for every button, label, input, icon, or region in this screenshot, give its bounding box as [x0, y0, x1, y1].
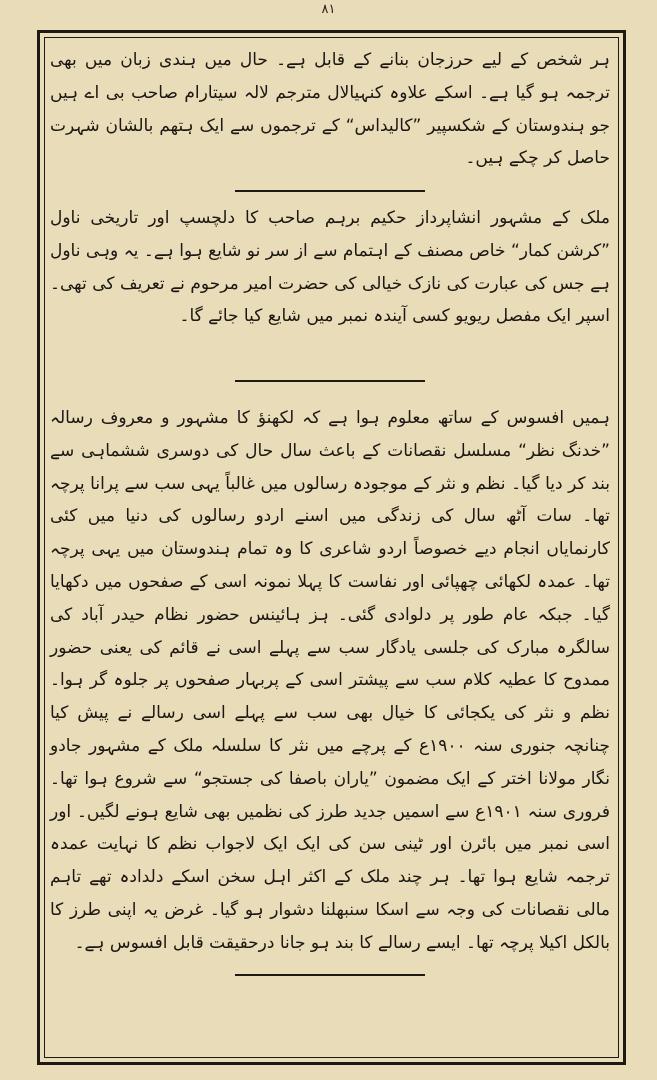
section-magazine-closure-note	[50, 402, 610, 960]
section-divider	[235, 190, 425, 192]
page-number: ٨١	[321, 2, 336, 17]
page-content	[50, 44, 610, 976]
paragraph: ہر شخص کے لیے حرزجان بنانے کے قابل ہے۔ حال میں ہندی زبان میں بھی ترجمہ ہو گیا ہے۔ اسکے علاوہ کنہیالال مترجم لالہ سیتارام صاحب بی اے ہیں جو ہندوستان کے شکسپیر ”کالیداس“ کے ترجموں سے ایک ہتھم بالشان شہرت حاصل کر چکے ہیں۔	[50, 50, 610, 169]
section-translations-note	[50, 44, 610, 184]
section-novel-note	[50, 202, 610, 372]
paragraph: ہمیں افسوس کے ساتھ معلوم ہوا ہے کہ لکھنؤ کا مشہور و معروف رسالہ ”خدنگ نظر“ مسلسل نقصانات کے باعث سال حال کی دوسری ششماہی سے بند کر دیا گیا۔ نظم و نثر کے موجودہ رسالوں میں غالباً یہی سب سے پرانا پرچہ تھا۔ سات آٹھ سال کی زندگی میں اسنے اردو رسالوں کی دنیا میں کئی کارنمایاں انجام دیے خصوصاً اردو شاعری کا وہ تمام ہندوستان میں یہی پرچہ تھا۔ عمدہ لکھائی چھپائی اور نفاست کا پہلا نمونہ اسی کے صفحوں میں دکھایا گیا۔ جبکہ عام طور پر دلوادی گئی۔ ہز ہائینس حضور نظام حیدر آباد کی سالگرہ مبارک کی جلسی یادگار سب سے پہلے اسی نے قائم کی یعنی حضور ممدوح کا عطیہ کلام سب سے پیشتر اسی کے پربہار صفحوں پر جلوہ گر ہوا۔ نظم و نثر کی یکجائی کا خیال بھی سب سے پہلے اسی رسالے نے پیش کیا چنانچہ جنوری سنہ ۱۹۰۰ع کے پرچے میں نثر کا سلسلہ ملک کے مشہور جادو نگار مولانا اختر کے ایک مضمون ”یاران باصفا کی جستجو“ سے شروع ہوا تھا۔ فروری سنہ ۱۹۰۱ع سے اسمیں جدید طرز کی نظمیں بھی شایع ہونے لگیں۔ اور اسی نمبر میں بائرن اور ٹینی سن کی ایک ایک لاجواب نظم کا نہایت عمدہ ترجمہ شایع ہوا تھا۔ ہر چند ملک کے اکثر اہل سخن اسکے دلدادہ تھے تاہم مالی نقصانات کی وجہ سے اسکا سنبھلنا دشوار ہو گیا۔ غرض یہ اپنی طرز کا بالکل اکیلا پرچہ تھا۔ ایسے رسالے کا بند ہو جانا درحقیقت قابل افسوس ہے۔	[50, 408, 610, 953]
section-divider	[235, 974, 425, 976]
paragraph: ملک کے مشہور انشاپرداز حکیم برہم صاحب کا دلچسپ اور تاریخی ناول ”کرشن کمار“ خاص مصنف کے اہتمام سے از سر نو شایع ہوا ہے۔ یہ وہی ناول ہے جس کی عبارت کی نازک خیالی کی حضرت امیر مرحوم نے تعریف کی تھی۔ اسپر ایک مفصل ریویو کسی آیندہ نمبر میں شایع کیا جائے گا۔	[50, 208, 610, 327]
section-divider	[235, 380, 425, 382]
